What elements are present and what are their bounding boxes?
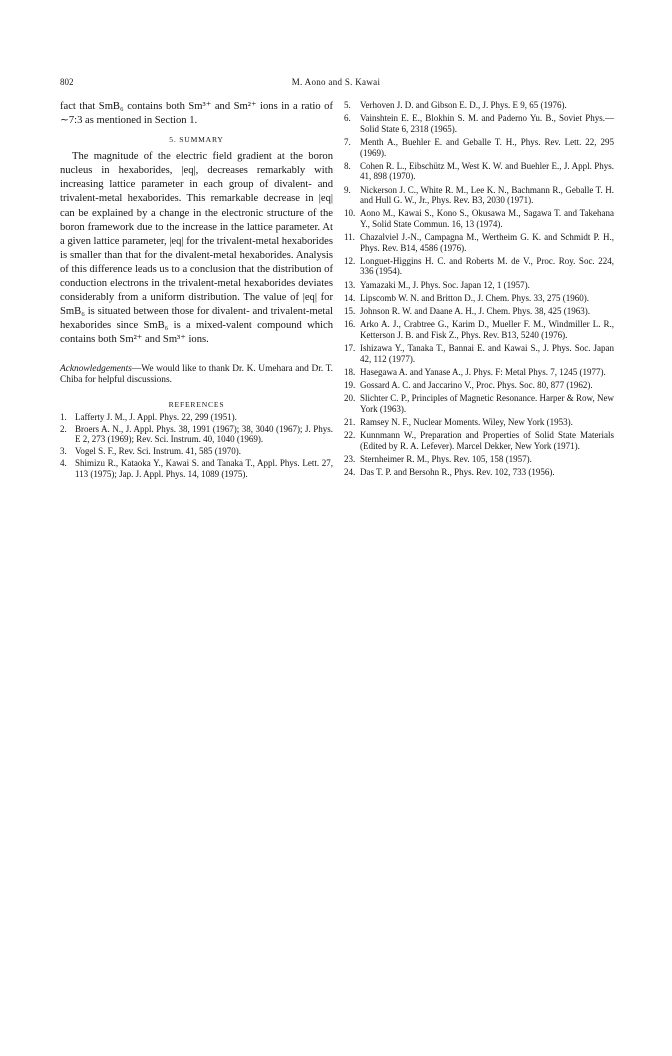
reference-item xyxy=(344,137,614,158)
reference-item xyxy=(344,367,614,378)
reference-text: Chazalviel J.-N., Campagna M., Wertheim G. K. and Schmidt P. H., Phys. Rev. B14, 4586 (1976). xyxy=(360,232,614,253)
reference-text: Vogel S. F., Rev. Sci. Instrum. 41, 585 (1970). xyxy=(75,446,242,457)
reference-text: Gossard A. C. and Jaccarino V., Proc. Phys. Soc. 80, 877 (1962). xyxy=(360,379,593,390)
reference-text: Verhoven J. D. and Gibson E. D., J. Phys. E 9, 65 (1976). xyxy=(360,100,567,110)
reference-text: Ramsey N. F., Nuclear Moments. Wiley, New York (1953). xyxy=(360,416,573,427)
reference-number: 3. xyxy=(60,446,67,457)
reference-number: 23. xyxy=(344,453,356,464)
reference-text: Johnson R. W. and Daane A. H., J. Chem. Phys. 38, 425 (1963). xyxy=(360,306,590,317)
reference-item xyxy=(344,467,614,478)
running-header xyxy=(60,77,612,91)
reference-text: Sternheimer R. M., Phys. Rev. 105, 158 (1957). xyxy=(360,453,532,464)
references-list-right xyxy=(344,100,614,478)
left-column xyxy=(60,100,333,481)
reference-item xyxy=(344,319,614,340)
reference-item xyxy=(344,454,614,465)
reference-number: 18. xyxy=(344,366,356,377)
summary-heading: 5. SUMMARY xyxy=(169,135,224,145)
reference-number: 19. xyxy=(344,379,356,390)
reference-number: 16. xyxy=(344,319,356,330)
reference-item xyxy=(344,417,614,428)
reference-item xyxy=(344,185,614,206)
reference-number: 5. xyxy=(344,100,351,110)
reference-text: Cohen R. L., Eibschütz M., West K. W. and Buehler E., J. Appl. Phys. 41, 898 (1970). xyxy=(360,160,614,182)
reference-item xyxy=(344,100,614,111)
reference-item xyxy=(344,393,614,414)
reference-number: 6. xyxy=(344,113,351,124)
page-number: 802 xyxy=(60,77,74,87)
reference-item xyxy=(344,208,614,229)
acknowledgements-label: Acknowledgements xyxy=(60,363,132,374)
references-heading: REFERENCES xyxy=(168,399,225,409)
summary-paragraph: The magnitude of the electric field gradient at the boron nucleus in hexaborides, |eq|, decreases remarkably with increasing lattice parameter in each group of divalent- and trivalent-metal hexaborides. This remarkable decrease in |eq| can be explained by a change in the electronic structure of the boron framework due to the increase in the lattice parameter. At a given lattice parameter, |eq| for the trivalent-metal hexaborides is smaller than that for the divalent-metal hexaborides. Analysis of this difference leads us to a conclusion that the distribution of conduction electrons in the trivalent-metal hexaborides deviates considerably from a uniform distribution. The value of |eq| for SmB₆ is situated between those for divalent- and trivalent-metal hexaborides since SmB₆ is a mixed-valent compound which contains both Sm²⁺ and Sm³⁺ ions. xyxy=(60,151,333,346)
reference-number: 20. xyxy=(344,393,356,404)
references-list-left xyxy=(60,412,333,480)
reference-number: 14. xyxy=(344,292,356,303)
reference-number: 1. xyxy=(60,411,67,422)
intro-paragraph: fact that SmB₆ contains both Sm³⁺ and Sm²⁺ ions in a ratio of ∼7:3 as mentioned in Section 1. xyxy=(60,101,333,127)
reference-item xyxy=(344,113,614,134)
reference-item xyxy=(60,424,333,445)
reference-item xyxy=(60,412,333,423)
reference-text: Nickerson J. C., White R. M., Lee K. N., Bachmann R., Geballe T. H. and Hull G. W., Jr., Phys. Rev. B3, 2030 (1971). xyxy=(360,184,614,206)
reference-item xyxy=(344,256,614,277)
reference-text: Hasegawa A. and Yanase A., J. Phys. F: Metal Phys. 7, 1245 (1977). xyxy=(360,366,606,377)
reference-item xyxy=(60,458,333,479)
reference-item xyxy=(344,306,614,317)
reference-number: 9. xyxy=(344,184,351,195)
reference-number: 17. xyxy=(344,343,356,353)
reference-text: Lafferty J. M., J. Appl. Phys. 22, 299 (1951). xyxy=(75,411,237,422)
reference-text: Das T. P. and Bersohn R., Phys. Rev. 102, 733 (1956). xyxy=(360,467,555,478)
reference-item xyxy=(344,293,614,304)
reference-number: 8. xyxy=(344,160,351,171)
reference-number: 13. xyxy=(344,279,356,290)
reference-number: 10. xyxy=(344,208,356,219)
acknowledgements-text: —We would like to thank Dr. K. Umehara and Dr. T. Chiba for helpful discussions. xyxy=(60,363,333,386)
reference-item xyxy=(60,446,333,457)
reference-number: 7. xyxy=(344,136,351,147)
reference-item xyxy=(344,232,614,253)
right-column xyxy=(344,100,614,480)
reference-text: Vainshtein E. E., Blokhin S. M. and Paderno Yu. B., Soviet Phys.—Solid State 6, 2318 (1965). xyxy=(360,113,614,134)
reference-number: 22. xyxy=(344,430,356,441)
reference-text: Aono M., Kawai S., Kono S., Okusawa M., Sagawa T. and Takehana Y., Solid State Commun. 16, 13 (1974). xyxy=(360,208,614,229)
reference-number: 4. xyxy=(60,458,67,469)
reference-item xyxy=(344,280,614,291)
acknowledgements-paragraph xyxy=(60,364,333,387)
reference-number: 21. xyxy=(344,416,356,427)
reference-text: Menth A., Buehler E. and Geballe T. H., Phys. Rev. Lett. 22, 295 (1969). xyxy=(360,136,614,158)
reference-text: Lipscomb W. N. and Britton D., J. Chem. Phys. 33, 275 (1960). xyxy=(360,292,589,303)
reference-text: Ishizawa Y., Tanaka T., Bannai E. and Kawai S., J. Phys. Soc. Japan 42, 112 (1977). xyxy=(360,343,614,364)
reference-number: 12. xyxy=(344,255,356,266)
reference-number: 15. xyxy=(344,306,356,317)
reference-text: Longuet-Higgins H. C. and Roberts M. de V., Proc. Roy. Soc. 224, 336 (1954). xyxy=(360,255,614,277)
reference-text: Arko A. J., Crabtree G., Karim D., Mueller F. M., Windmiller L. R., Ketterson J. B. and Fisk Z., Phys. Rev. B13, 5240 (1976). xyxy=(360,319,614,340)
reference-item xyxy=(344,380,614,391)
running-header-authors: M. Aono and S. Kawai xyxy=(291,77,381,87)
reference-text: Kunnmann W., Preparation and Properties of Solid State Materials (Edited by R. A. Lefever). Marcel Dekker, New York (1971). xyxy=(360,430,614,451)
reference-number: 11. xyxy=(344,232,355,243)
reference-item xyxy=(344,430,614,451)
reference-text: Yamazaki M., J. Phys. Soc. Japan 12, 1 (1957). xyxy=(360,279,530,290)
reference-number: 2. xyxy=(60,423,67,434)
reference-item xyxy=(344,161,614,182)
reference-text: Slichter C. P., Principles of Magnetic Resonance. Harper & Row, New York (1963). xyxy=(360,393,614,414)
reference-text: Broers A. N., J. Appl. Phys. 38, 1991 (1967); 38, 3040 (1967); J. Phys. E 2, 273 (1969); Rev. Sci. Instrum. 40, 1040 (1969). xyxy=(75,423,333,445)
reference-text: Shimizu R., Kataoka Y., Kawai S. and Tanaka T., Appl. Phys. Lett. 27, 113 (1975); Jap. J. Appl. Phys. 14, 1089 (1975). xyxy=(75,458,333,479)
reference-number: 24. xyxy=(344,467,356,478)
reference-item xyxy=(344,343,614,364)
